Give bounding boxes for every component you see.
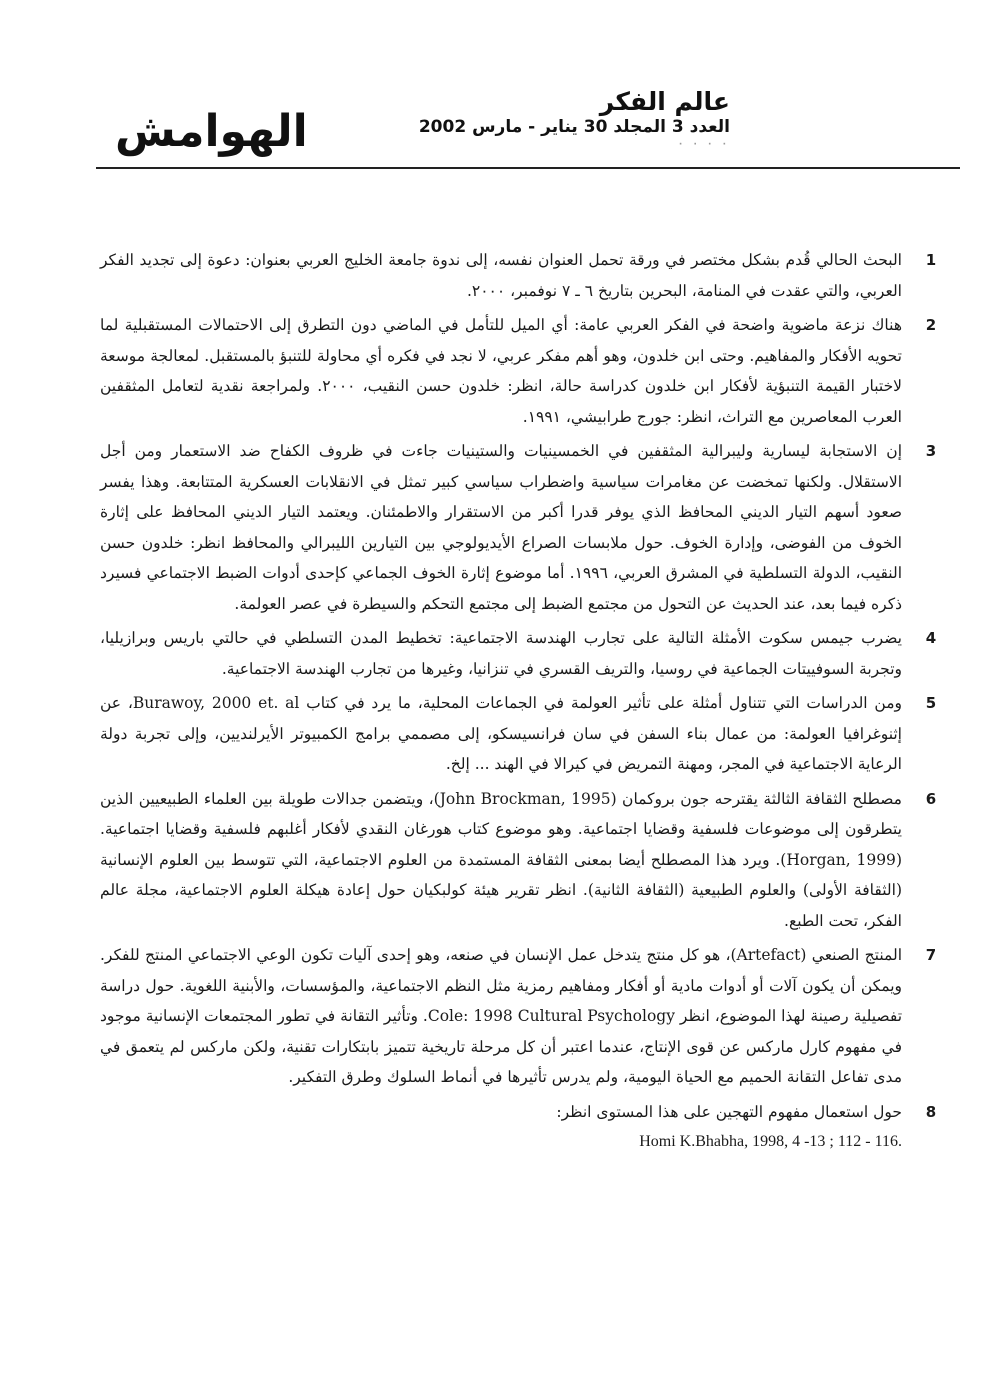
- note-6: [100, 784, 960, 937]
- note-number: 7: [925, 946, 937, 964]
- note-3: [100, 436, 960, 619]
- note-number: 4: [925, 629, 937, 647]
- notes-list: [100, 245, 960, 1162]
- note-text: يضرب جيمس سكوت الأمثلة التالية على تجارب الهندسة الاجتماعية: تخطيط المدن التسلطي في حالتي باريس وبرازيليا، وتجربة السوفييتات الجماعية في روسيا، والتريف القسري في تنزانيا، وغيرها من تجارب الهندسة الاجتماعية.: [100, 629, 902, 678]
- note-7: [100, 940, 960, 1093]
- note-text: إن الاستجابة ليسارية وليبرالية المثقفين في الخمسينيات والستينيات جاءت في ظروف الكفاح ضد الاستعمار ومن أجل الاستقلال. ولكنها تمخضت عن مغامرات سياسية واضطراب سياسي كبير تمثل في الانقلابات العسكرية المتتابعة. وهذا يفسر صعود أسهم التيار الديني المحافظ الذي يوفر قدرا أكبر من الاستقرار والاطمئنان. ويعتمد التيار الديني المحافظ على إثارة الخوف من الفوضى، وإدارة الخوف. حول ملابسات الصراع الأيديولوجي بين التيارين الليبرالي والمحافظ انظر: خلدون حسن النقيب، الدولة التسلطية في المشرق العربي، ١٩٩٦. أما موضوع إثارة الخوف الجماعي كإحدى أدوات الضبط الاجتماعي فسيرد ذكره فيما بعد، عند الحديث عن التحول من مجتمع الضبط إلى مجتمع التحكم والسيطرة في عصر العولمة.: [100, 442, 902, 613]
- note-number: 5: [925, 694, 937, 712]
- note-number: 8: [925, 1102, 937, 1121]
- note-8: [100, 1097, 960, 1158]
- note-reference: Homi K.Bhabha, 1998, 4 -13 ; 112 - 116.: [639, 1133, 902, 1150]
- note-number: 3: [925, 442, 937, 460]
- note-text: المنتج الصنعي (Artefact)، هو كل منتج يتدخل عمل الإنسان في صنعه، وهو إحدى آليات تكون الوعي الاجتماعي المنتج للفكر. ويمكن أن يكون آلات أو أدوات مادية أو أفكار ومفاهيم رمزية مثل النظم الاجتماعية، والمؤسسات، والأبنية اللغوية. حول دراسة تفصيلية رصينة لهذا الموضوع، انظر Cole: 1998 Cultural Psychology. وتأثير التقانة في تطور المجتمعات الإنسانية موجود في مفهوم كارل ماركس عن قوى الإنتاج، عندما اعتبر أن كل مرحلة تاريخية تتميز بابتكارات تقنية، ولكن ماركس لم يتعمق في مدى تفاعل التقانة الحميم مع الحياة اليومية، ولم يدرس تأثيرها في أنماط السلوك وطرق التفكير.: [100, 946, 903, 1086]
- note-text: البحث الحالي قُدم بشكل مختصر في ورقة تحمل العنوان نفسه، إلى ندوة جامعة الخليج العربي بعنوان: دعوة إلى تجديد الفكر العربي، والتي عقدت في المنامة، البحرين بتاريخ ٦ ـ ٧ نوفمبر، ٢٠٠٠.: [100, 251, 902, 300]
- note-number: 2: [925, 316, 937, 334]
- note-text: حول استعمال مفهوم التهجين على هذا المستوى انظر:: [556, 1102, 902, 1121]
- note-text: ومن الدراسات التي تتناول أمثلة على تأثير العولمة في الجماعات المحلية، ما يرد في كتاب Burawoy, 2000 et. al، عن إثنوغرافيا العولمة: من عمال بناء السفن في سان فرانسيسكو، إلى مصممي برامج الكمبيوتر الأيرلنديين، وإلى تجربة دولة الرعاية الاجتماعية في المجر، ومهنة التمريض في كيرالا في الهند ... إلخ.: [100, 694, 902, 773]
- note-1: [100, 245, 960, 306]
- journal-header: [418, 87, 730, 152]
- journal-name: عالم الفكر: [599, 87, 730, 116]
- faint-marks: · · · ·: [678, 140, 730, 150]
- note-text: مصطلح الثقافة الثالثة يقترحه جون بروكمان (John Brockman, 1995)، ويتضمن جدالات طويلة بين العلماء الطبيعيين الذين يتطرقون إلى موضوعات فلسفية وقضايا اجتماعية. وهو موضوع كتاب هورغان النقدي لأفكار أغلبهم فلسفية وقضايا اجتماعية. (Horgan, 1999). ويرد هذا المصطلح أيضا بمعنى الثقافة المستمدة من العلوم الاجتماعية، التي تتوسط بين العلوم الإنسانية (الثقافة الأولى) والعلوم الطبيعية (الثقافة الثانية). انظر تقرير هيئة كولبكيان حول إعادة هيكلة العلوم الاجتماعية، مجلة عالم الفكر، تحت الطبع.: [100, 789, 902, 930]
- note-5: [100, 688, 960, 780]
- note-4: [100, 623, 960, 684]
- issue-line: العدد 3 المجلد 30 يناير - مارس 2002: [418, 117, 730, 137]
- header-rule: [96, 167, 960, 169]
- note-number: 1: [925, 251, 937, 269]
- note-text: هناك نزعة ماضوية واضحة في الفكر العربي عامة: أي الميل للتأمل في الماضي دون التطرق إلى الاحتمالات المستقبلية لما تحويه الأفكار والمفاهيم. وحتى ابن خلدون، وهو أهم مفكر عربي، لا نجد في فكره أي محاولة للتنبؤ بالمستقبل. لمعالجة موسعة لاختبار القيمة التنبؤية لأفكار ابن خلدون كدراسة حالة، انظر: خلدون حسن النقيب، ٢٠٠٠. ولمراجعة نقدية لتعامل المثقفين العرب المعاصرين مع التراث، انظر: جورج طرابيشي، ١٩٩١.: [100, 316, 902, 426]
- note-2: [100, 310, 960, 432]
- note-text-block: [100, 1097, 902, 1158]
- note-number: 6: [925, 789, 937, 808]
- page-title: الهوامش: [115, 106, 308, 157]
